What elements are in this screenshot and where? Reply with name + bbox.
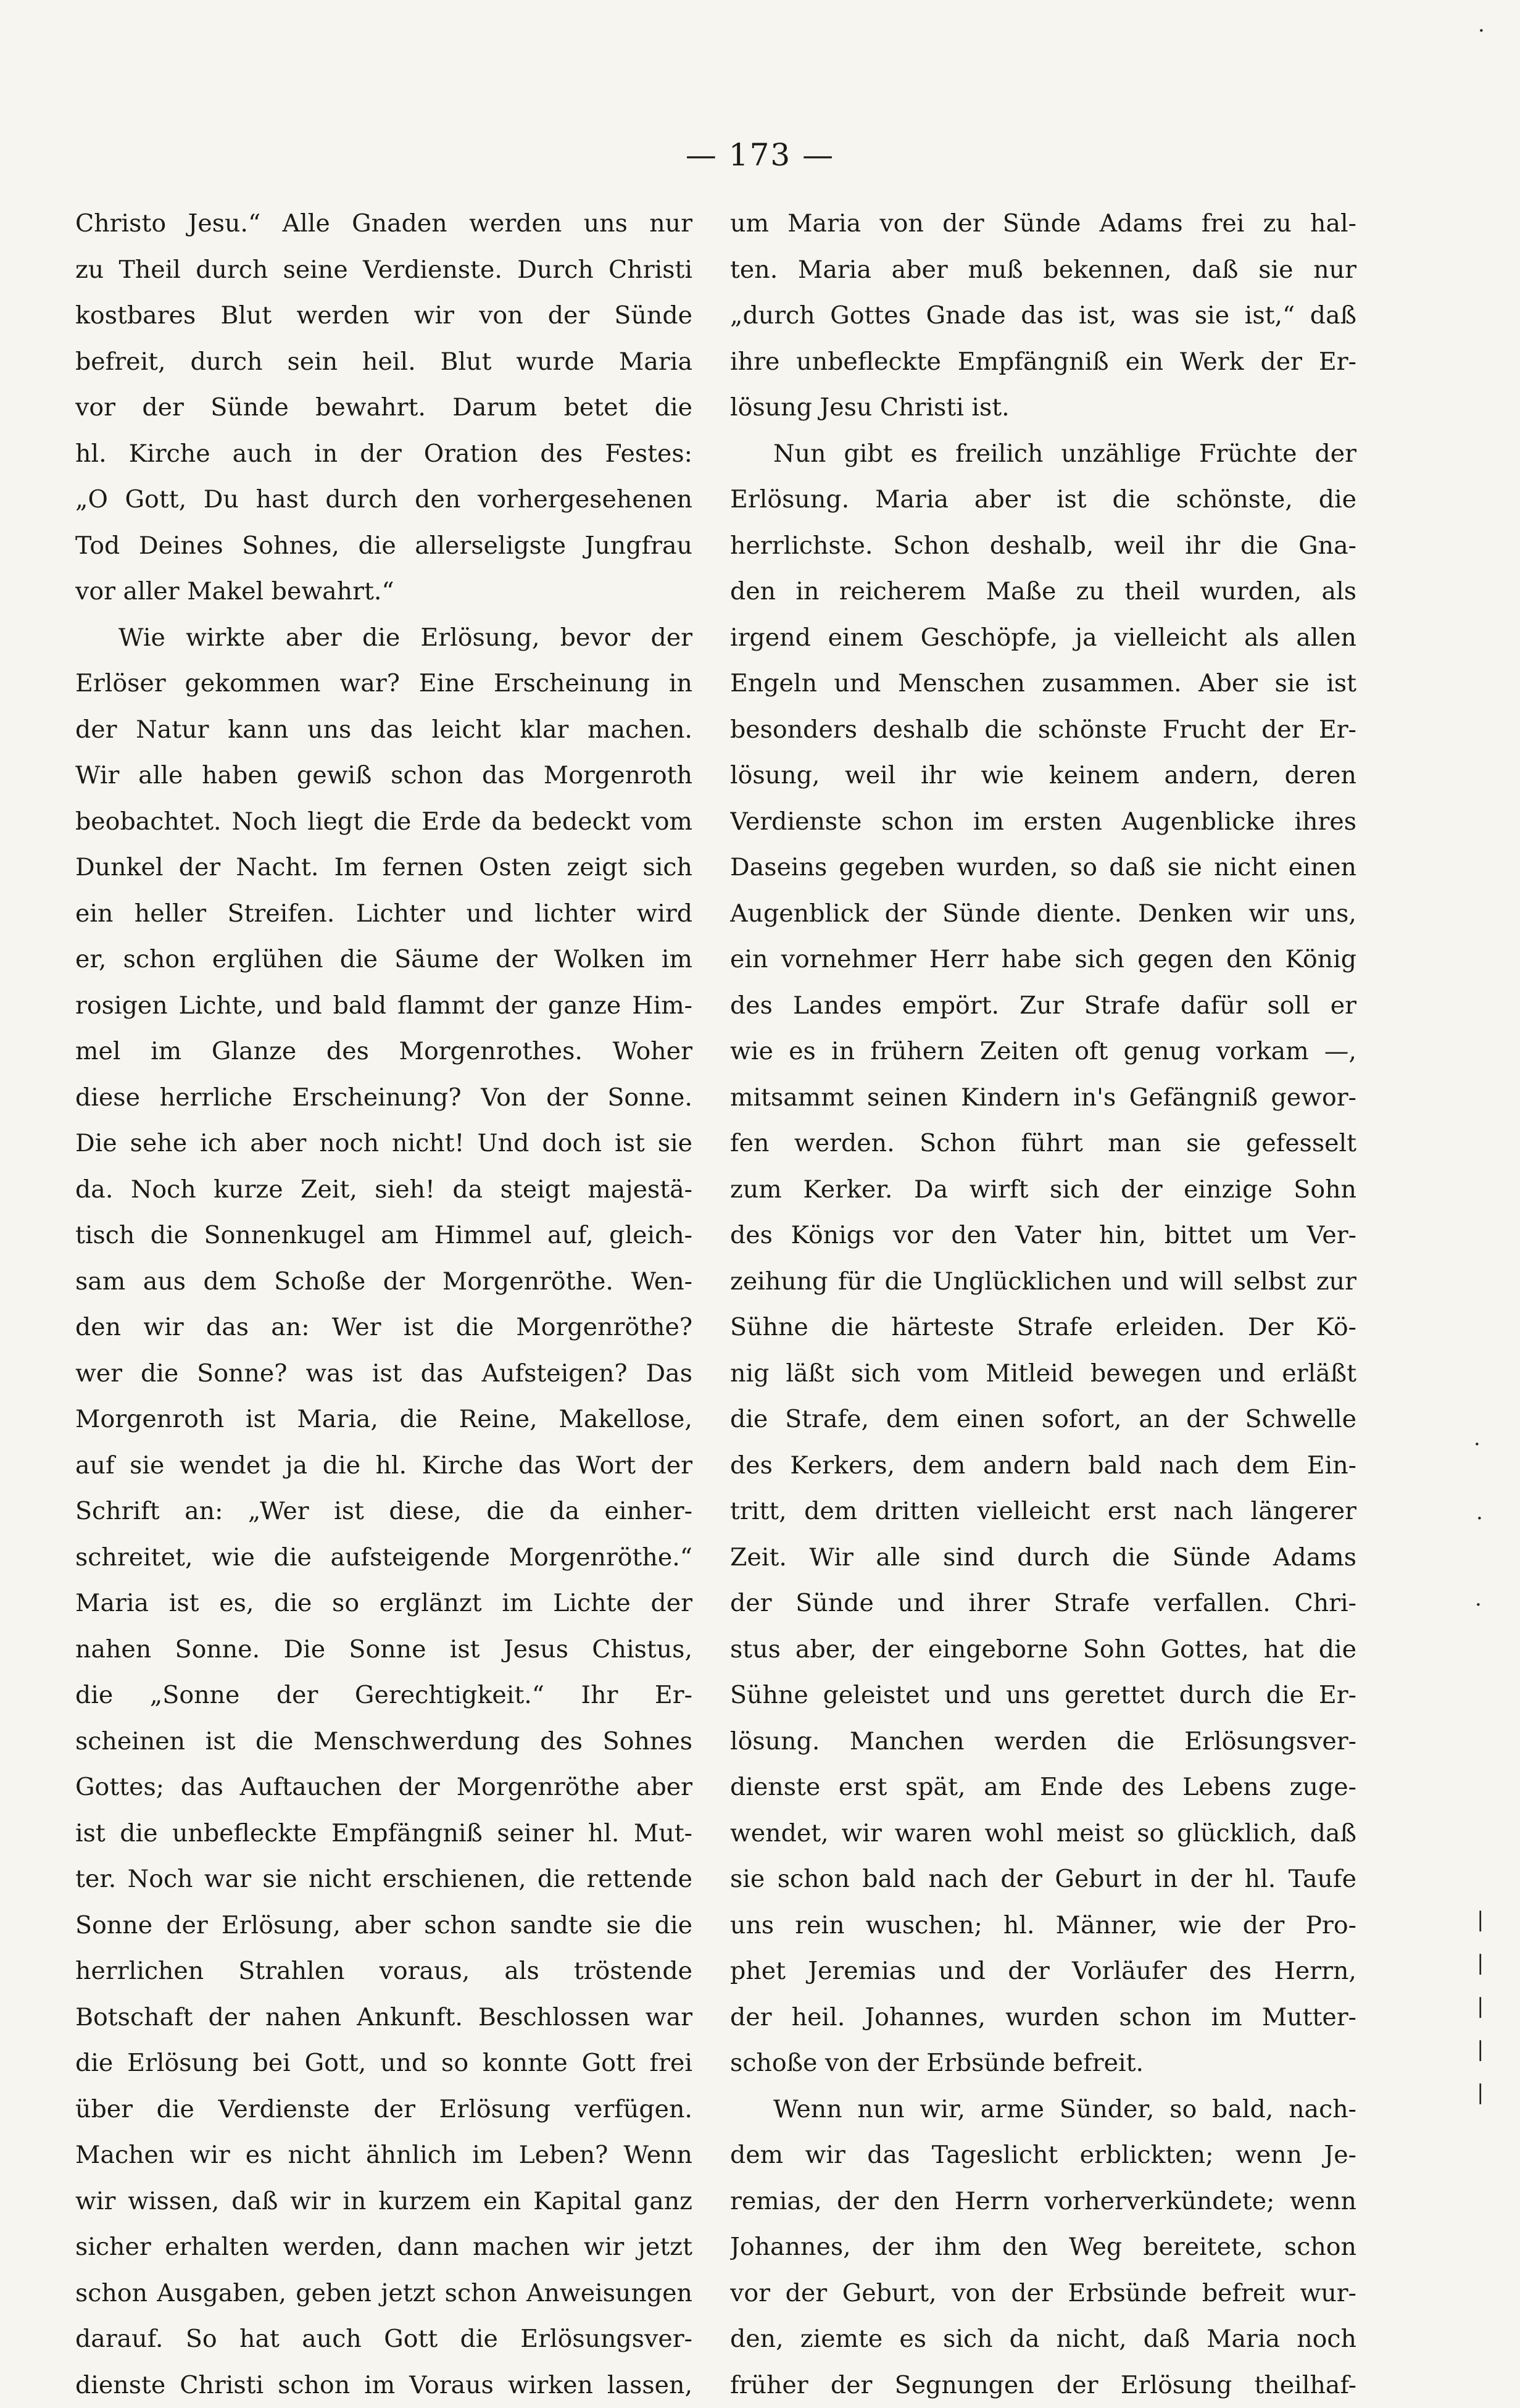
text-line: den in reicherem Maße zu theil wurden, als	[730, 569, 1356, 615]
text-line: phet Jeremias und der Vorläufer des Herrn,	[730, 1948, 1356, 1994]
text-line: scheinen ist die Menschwerdung des Sohnes	[75, 1719, 692, 1765]
text-line: Verdienste schon im ersten Augenblicke ihres	[730, 799, 1356, 845]
text-line: auf sie wendet ja die hl. Kirche das Wort der	[75, 1443, 692, 1489]
margin-speck: ·	[1475, 1593, 1482, 1617]
text-line: Sühne die härteste Strafe erleiden. Der Kö-	[730, 1304, 1356, 1351]
margin-rule: |	[1477, 1994, 1484, 2018]
text-line: wer die Sonne? was ist das Aufsteigen? Das	[75, 1351, 692, 1397]
text-line: des Kerkers, dem andern bald nach dem Ein-	[730, 1443, 1356, 1489]
text-line: ten. Maria aber muß bekennen, daß sie nur	[730, 247, 1356, 293]
page-number: — 173 —	[0, 137, 1520, 173]
text-line: Nun gibt es freilich unzählige Früchte der	[730, 431, 1356, 477]
text-line: sie schon bald nach der Geburt in der hl. Taufe	[730, 1856, 1356, 1902]
text-line: des Landes empört. Zur Strafe dafür soll er	[730, 983, 1356, 1029]
text-line: der heil. Johannes, wurden schon im Mutter-	[730, 1994, 1356, 2041]
text-line: nig läßt sich vom Mitleid bewegen und erläßt	[730, 1351, 1356, 1397]
text-line: „durch Gottes Gnade das ist, was sie ist,“ daß	[730, 293, 1356, 339]
text-line: sam aus dem Schoße der Morgenröthe. Wen-	[75, 1259, 692, 1305]
text-line: lösung. Manchen werden die Erlösungsver-	[730, 1719, 1356, 1765]
text-line: Sühne geleistet und uns gerettet durch die Er-	[730, 1672, 1356, 1719]
text-line: er, schon erglühen die Säume der Wolken im	[75, 936, 692, 983]
text-line: diese herrliche Erscheinung? Von der Sonne.	[75, 1075, 692, 1121]
margin-speck: ·	[1476, 1506, 1483, 1531]
text-line: Morgenroth ist Maria, die Reine, Makellose,	[75, 1396, 692, 1443]
text-line: lösung Jesu Christi ist.	[730, 385, 1356, 431]
text-line: Augenblick der Sünde diente. Denken wir uns,	[730, 891, 1356, 937]
text-line: dem wir das Tageslicht erblickten; wenn Je-	[730, 2132, 1356, 2178]
text-line: mel im Glanze des Morgenrothes. Woher	[75, 1028, 692, 1075]
margin-speck: ·	[1474, 1432, 1481, 1457]
text-line: zeihung für die Unglücklichen und will selbst zur	[730, 1259, 1356, 1305]
text-line: hl. Kirche auch in der Oration des Festes:	[75, 431, 692, 477]
margin-rule: |	[1477, 2080, 1484, 2105]
text-line: tritt, dem dritten vielleicht erst nach längerer	[730, 1488, 1356, 1535]
text-line: ter. Noch war sie nicht erschienen, die rettende	[75, 1856, 692, 1902]
text-line: dienste Christi schon im Voraus wirken lassen,	[75, 2362, 692, 2408]
text-line: des Königs vor den Vater hin, bittet um Ver-	[730, 1212, 1356, 1259]
text-line: um Maria von der Sünde Adams frei zu hal-	[730, 201, 1356, 247]
text-line: mitsammt seinen Kindern in's Gefängniß gewor-	[730, 1075, 1356, 1121]
text-line: „O Gott, Du hast durch den vorhergesehenen	[75, 477, 692, 523]
text-line: Dunkel der Nacht. Im fernen Osten zeigt sich	[75, 844, 692, 891]
text-line: den, ziemte es sich da nicht, daß Maria noch	[730, 2316, 1356, 2362]
text-line: den wir das an: Wer ist die Morgenröthe?	[75, 1304, 692, 1351]
text-line: ein heller Streifen. Lichter und lichter wird	[75, 891, 692, 937]
right-column	[730, 201, 1356, 2408]
text-line: fen werden. Schon führt man sie gefesselt	[730, 1120, 1356, 1167]
margin-rule: |	[1477, 1951, 1484, 1975]
text-line: der Sünde und ihrer Strafe verfallen. Chri-	[730, 1580, 1356, 1627]
text-line: Sonne der Erlösung, aber schon sandte sie die	[75, 1902, 692, 1949]
margin-rule: |	[1477, 1907, 1484, 1932]
text-line: die Strafe, dem einen sofort, an der Schwelle	[730, 1396, 1356, 1443]
text-line: Wie wirkte aber die Erlösung, bevor der	[75, 615, 692, 661]
text-line: vor der Geburt, von der Erbsünde befreit wur-	[730, 2270, 1356, 2317]
text-line: herrlichen Strahlen voraus, als tröstende	[75, 1948, 692, 1994]
text-line: uns rein wuschen; hl. Männer, wie der Pro-	[730, 1902, 1356, 1949]
text-line: zum Kerker. Da wirft sich der einzige Sohn	[730, 1167, 1356, 1213]
text-line: Gottes; das Auftauchen der Morgenröthe aber	[75, 1764, 692, 1810]
margin-rule: |	[1477, 2037, 1484, 2062]
text-line: schoße von der Erbsünde befreit.	[730, 2040, 1356, 2086]
text-line: irgend einem Geschöpfe, ja vielleicht als allen	[730, 615, 1356, 661]
text-line: Schrift an: „Wer ist diese, die da einher-	[75, 1488, 692, 1535]
text-line: Daseins gegeben wurden, so daß sie nicht einen	[730, 844, 1356, 891]
text-line: herrlichste. Schon deshalb, weil ihr die Gna-	[730, 523, 1356, 569]
text-line: früher der Segnungen der Erlösung theilhaf-	[730, 2362, 1356, 2408]
text-line: vor aller Makel bewahrt.“	[75, 569, 692, 615]
text-line: wir wissen, daß wir in kurzem ein Kapital ganz	[75, 2178, 692, 2225]
text-line: Christo Jesu.“ Alle Gnaden werden uns nur	[75, 201, 692, 247]
text-line: Erlösung. Maria aber ist die schönste, die	[730, 477, 1356, 523]
text-line: Wir alle haben gewiß schon das Morgenroth	[75, 752, 692, 799]
text-line: Zeit. Wir alle sind durch die Sünde Adams	[730, 1535, 1356, 1581]
text-line: vor der Sünde bewahrt. Darum betet die	[75, 385, 692, 431]
text-line: Die sehe ich aber noch nicht! Und doch ist sie	[75, 1120, 692, 1167]
text-line: besonders deshalb die schönste Frucht der Er-	[730, 707, 1356, 753]
text-line: rosigen Lichte, und bald flammt der ganze Him-	[75, 983, 692, 1029]
text-line: Tod Deines Sohnes, die allerseligste Jungfrau	[75, 523, 692, 569]
text-line: tisch die Sonnenkugel am Himmel auf, gleich-	[75, 1212, 692, 1259]
left-column	[75, 201, 692, 2408]
text-line: nahen Sonne. Die Sonne ist Jesus Chistus,	[75, 1627, 692, 1673]
text-line: wendet, wir waren wohl meist so glücklich, daß	[730, 1810, 1356, 1857]
text-line: schreitet, wie die aufsteigende Morgenröthe.“	[75, 1535, 692, 1581]
text-line: der Natur kann uns das leicht klar machen.	[75, 707, 692, 753]
text-line: stus aber, der eingeborne Sohn Gottes, hat die	[730, 1627, 1356, 1673]
text-line: Botschaft der nahen Ankunft. Beschlossen war	[75, 1994, 692, 2041]
text-line: zu Theil durch seine Verdienste. Durch Christi	[75, 247, 692, 293]
text-line: darauf. So hat auch Gott die Erlösungsver-	[75, 2316, 692, 2362]
margin-speck: ·	[1478, 19, 1485, 43]
text-line: dienste erst spät, am Ende des Lebens zuge-	[730, 1764, 1356, 1810]
text-line: remias, der den Herrn vorherverkündete; wenn	[730, 2178, 1356, 2225]
text-line: Machen wir es nicht ähnlich im Leben? Wenn	[75, 2132, 692, 2178]
text-line: schon Ausgaben, geben jetzt schon Anweisungen	[75, 2270, 692, 2317]
text-line: über die Verdienste der Erlösung verfügen.	[75, 2086, 692, 2133]
text-line: beobachtet. Noch liegt die Erde da bedeckt vom	[75, 799, 692, 845]
text-line: sicher erhalten werden, dann machen wir jetzt	[75, 2224, 692, 2270]
text-line: befreit, durch sein heil. Blut wurde Maria	[75, 339, 692, 385]
text-line: lösung, weil ihr wie keinem andern, deren	[730, 752, 1356, 799]
text-line: ihre unbefleckte Empfängniß ein Werk der Er-	[730, 339, 1356, 385]
text-line: Johannes, der ihm den Weg bereitete, schon	[730, 2224, 1356, 2270]
text-line: Maria ist es, die so erglänzt im Lichte der	[75, 1580, 692, 1627]
text-line: Erlöser gekommen war? Eine Erscheinung in	[75, 660, 692, 707]
text-line: wie es in frühern Zeiten oft genug vorkam —,	[730, 1028, 1356, 1075]
text-line: die „Sonne der Gerechtigkeit.“ Ihr Er-	[75, 1672, 692, 1719]
text-line: Engeln und Menschen zusammen. Aber sie ist	[730, 660, 1356, 707]
text-line: Wenn nun wir, arme Sünder, so bald, nach-	[730, 2086, 1356, 2133]
text-line: da. Noch kurze Zeit, sieh! da steigt majestä-	[75, 1167, 692, 1213]
text-line: kostbares Blut werden wir von der Sünde	[75, 293, 692, 339]
text-line: die Erlösung bei Gott, und so konnte Gott frei	[75, 2040, 692, 2086]
text-line: ein vornehmer Herr habe sich gegen den König	[730, 936, 1356, 983]
text-line: ist die unbefleckte Empfängniß seiner hl. Mut-	[75, 1810, 692, 1857]
